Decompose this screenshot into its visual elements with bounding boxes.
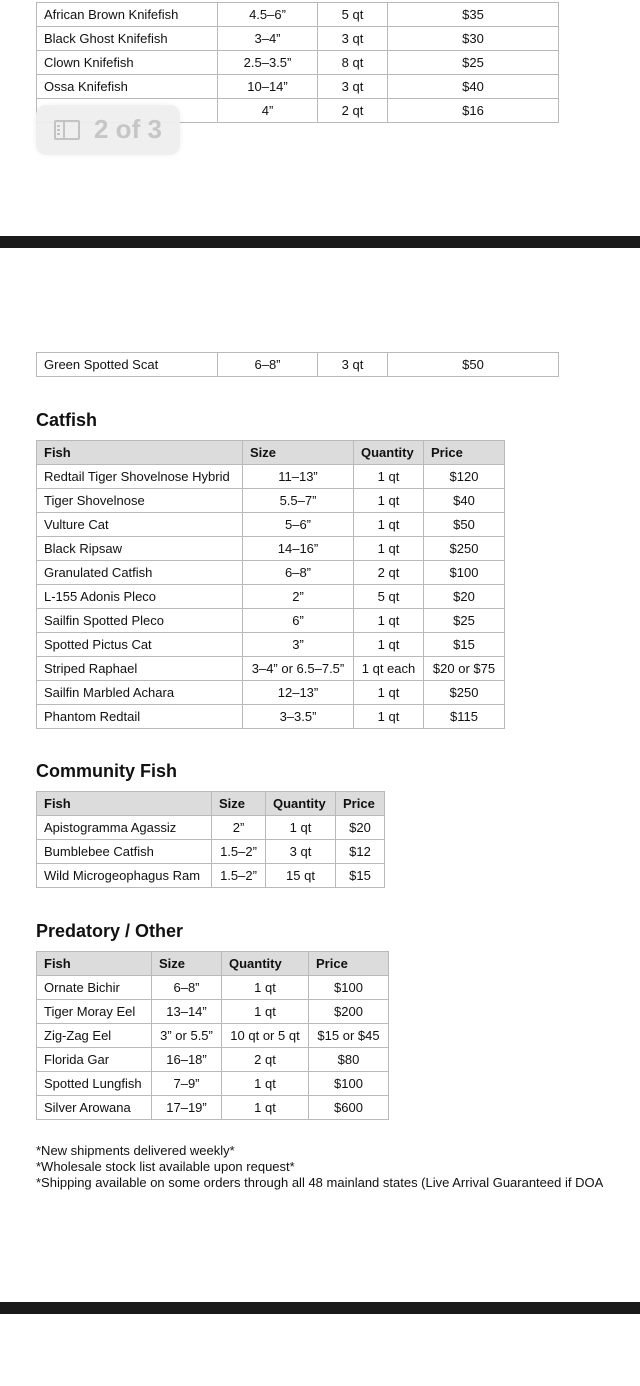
table-cell: 1 qt <box>354 537 424 561</box>
table-cell: $20 <box>424 585 505 609</box>
table-cell: Green Spotted Scat <box>37 353 218 377</box>
table-cell: 6–8” <box>243 561 354 585</box>
table-cell: 3 qt <box>318 75 388 99</box>
table-cell: $115 <box>424 705 505 729</box>
footnotes <box>36 1143 603 1191</box>
table-cell: Phantom Redtail <box>37 705 243 729</box>
table-cell: $100 <box>309 1072 389 1096</box>
table-cell: Vulture Cat <box>37 513 243 537</box>
table-cell: Tiger Moray Eel <box>37 1000 152 1024</box>
table-cell: Granulated Catfish <box>37 561 243 585</box>
catfish-table <box>36 440 505 729</box>
table-cell: 11–13” <box>243 465 354 489</box>
table-cell: Zig-Zag Eel <box>37 1024 152 1048</box>
catfish-heading: Catfish <box>36 410 98 430</box>
table-cell: 15 qt <box>266 864 336 888</box>
page-divider <box>0 236 640 248</box>
table-cell: 6–8” <box>152 976 222 1000</box>
table-cell: 3–4” <box>218 27 318 51</box>
column-header: Size <box>152 952 222 976</box>
column-header: Quantity <box>222 952 309 976</box>
table-cell: 2” <box>243 585 354 609</box>
table-cell: Sailfin Marbled Achara <box>37 681 243 705</box>
table-cell: Striped Raphael <box>37 657 243 681</box>
table-cell: 1 qt <box>222 976 309 1000</box>
table-cell: 5 qt <box>354 585 424 609</box>
table-cell: 1 qt <box>222 1096 309 1120</box>
table-cell: $16 <box>388 99 559 123</box>
table-cell: Ornate Bichir <box>37 976 152 1000</box>
table-cell: 5–6” <box>243 513 354 537</box>
table-cell: 16–18” <box>152 1048 222 1072</box>
table-cell: Clown Knifefish <box>37 51 218 75</box>
table-row <box>37 489 505 513</box>
table-cell: $40 <box>388 75 559 99</box>
table-cell: 2” <box>212 816 266 840</box>
table-row <box>37 537 505 561</box>
table-row <box>37 609 505 633</box>
column-header: Price <box>309 952 389 976</box>
table-cell: 2 qt <box>318 99 388 123</box>
table-row <box>37 1024 389 1048</box>
table-row <box>37 864 385 888</box>
table-cell: $25 <box>388 51 559 75</box>
table-cell: Bumblebee Catfish <box>37 840 212 864</box>
table-cell: 1 qt <box>354 705 424 729</box>
table-cell: Redtail Tiger Shovelnose Hybrid <box>37 465 243 489</box>
table-row <box>37 561 505 585</box>
table-cell: $100 <box>424 561 505 585</box>
community-heading: Community Fish <box>36 761 178 781</box>
table-cell: 1 qt <box>354 489 424 513</box>
table-cell: 10–14” <box>218 75 318 99</box>
table-cell: 3 qt <box>318 27 388 51</box>
table-cell: Tiger Shovelnose <box>37 489 243 513</box>
table-cell: $15 or $45 <box>309 1024 389 1048</box>
table-cell: 3–3.5” <box>243 705 354 729</box>
table-row <box>37 51 559 75</box>
table-cell: $250 <box>424 537 505 561</box>
table-cell: Black Ripsaw <box>37 537 243 561</box>
table-row <box>37 27 559 51</box>
community-table <box>36 791 385 888</box>
table-cell: $25 <box>424 609 505 633</box>
table-cell: 3” or 5.5” <box>152 1024 222 1048</box>
page-layout-icon <box>54 120 80 140</box>
table-cell: 4” <box>218 99 318 123</box>
table-cell: Black Ghost Knifefish <box>37 27 218 51</box>
table-cell: $200 <box>309 1000 389 1024</box>
table-cell: $40 <box>424 489 505 513</box>
table-cell: $15 <box>336 864 385 888</box>
table-cell: 17–19” <box>152 1096 222 1120</box>
table-cell: $100 <box>309 976 389 1000</box>
table-cell: $600 <box>309 1096 389 1120</box>
column-header: Quantity <box>266 792 336 816</box>
column-header: Size <box>243 441 354 465</box>
column-header: Size <box>212 792 266 816</box>
table-cell: 1 qt <box>354 513 424 537</box>
column-header: Fish <box>37 441 243 465</box>
table-cell: 14–16” <box>243 537 354 561</box>
table-cell: Spotted Lungfish <box>37 1072 152 1096</box>
table-cell: Spotted Pictus Cat <box>37 633 243 657</box>
footnote-line: *New shipments delivered weekly* <box>36 1143 235 1158</box>
table-cell: $250 <box>424 681 505 705</box>
table-cell: 8 qt <box>318 51 388 75</box>
table-row <box>37 1096 389 1120</box>
table-row <box>37 816 385 840</box>
table-cell: 1 qt <box>222 1072 309 1096</box>
table-header-row <box>37 792 385 816</box>
table-cell: $35 <box>388 3 559 27</box>
table-cell: Wild Microgeophagus Ram <box>37 864 212 888</box>
table-row <box>37 705 505 729</box>
table-cell: 13–14” <box>152 1000 222 1024</box>
table-cell: 1 qt <box>266 816 336 840</box>
table-cell: 1 qt <box>354 681 424 705</box>
table-row <box>37 585 505 609</box>
table-row <box>37 1072 389 1096</box>
table-cell: 2 qt <box>222 1048 309 1072</box>
table-cell: 5.5–7” <box>243 489 354 513</box>
table-cell: Silver Arowana <box>37 1096 152 1120</box>
table-header-row <box>37 441 505 465</box>
table-cell: 1.5–2” <box>212 840 266 864</box>
table-cell: 3–4” or 6.5–7.5” <box>243 657 354 681</box>
predatory-table <box>36 951 389 1120</box>
table-cell: $15 <box>424 633 505 657</box>
page-count-label: 2 of 3 <box>94 114 162 144</box>
table-row <box>37 840 385 864</box>
table-cell: 1 qt <box>354 465 424 489</box>
column-header: Price <box>336 792 385 816</box>
table-cell: 2 qt <box>354 561 424 585</box>
table-cell: Florida Gar <box>37 1048 152 1072</box>
page-divider-bottom <box>0 1302 640 1314</box>
table-header-row <box>37 952 389 976</box>
table-cell: 3 qt <box>266 840 336 864</box>
table-cell: Sailfin Spotted Pleco <box>37 609 243 633</box>
table-row <box>37 633 505 657</box>
column-header: Fish <box>37 792 212 816</box>
table-cell: 1 qt each <box>354 657 424 681</box>
table-row <box>37 657 505 681</box>
predatory-heading: Predatory / Other <box>36 921 184 941</box>
page-indicator[interactable] <box>36 105 180 155</box>
table-cell: Apistogramma Agassiz <box>37 816 212 840</box>
footnote-line: *Wholesale stock list available upon request* <box>36 1159 295 1174</box>
table-cell: $120 <box>424 465 505 489</box>
table-row <box>37 1048 389 1072</box>
table-row <box>37 3 559 27</box>
column-header: Quantity <box>354 441 424 465</box>
table-cell: $50 <box>424 513 505 537</box>
table-cell: $30 <box>388 27 559 51</box>
table-cell: 6” <box>243 609 354 633</box>
table-cell: $80 <box>309 1048 389 1072</box>
table-cell: $50 <box>388 353 559 377</box>
table-cell: Ossa Knifefish <box>37 75 218 99</box>
table-cell: 4.5–6” <box>218 3 318 27</box>
table-row <box>37 681 505 705</box>
table-cell: $12 <box>336 840 385 864</box>
table-cell: 2.5–3.5” <box>218 51 318 75</box>
table-row <box>37 976 389 1000</box>
table-cell: $20 <box>336 816 385 840</box>
table-cell: 7–9” <box>152 1072 222 1096</box>
table-cell: African Brown Knifefish <box>37 3 218 27</box>
column-header: Fish <box>37 952 152 976</box>
table-cell: 6–8” <box>218 353 318 377</box>
table-row <box>37 75 559 99</box>
table-cell: 1 qt <box>354 609 424 633</box>
table-row <box>37 513 505 537</box>
footnote-line: *Shipping available on some orders through all 48 mainland states (Live Arrival Guaranteed if DOA <box>36 1175 604 1190</box>
table-row <box>37 465 505 489</box>
table-row <box>37 353 559 377</box>
table-cell: 3” <box>243 633 354 657</box>
table-cell: 5 qt <box>318 3 388 27</box>
table-row <box>37 1000 389 1024</box>
table-cell: 3 qt <box>318 353 388 377</box>
table-cell: 1 qt <box>354 633 424 657</box>
table-cell: L-155 Adonis Pleco <box>37 585 243 609</box>
table-cell: 10 qt or 5 qt <box>222 1024 309 1048</box>
table-cell: 1.5–2” <box>212 864 266 888</box>
table-cell: 1 qt <box>222 1000 309 1024</box>
scat-table <box>36 352 559 377</box>
table-cell: 12–13” <box>243 681 354 705</box>
column-header: Price <box>424 441 505 465</box>
table-cell: $20 or $75 <box>424 657 505 681</box>
